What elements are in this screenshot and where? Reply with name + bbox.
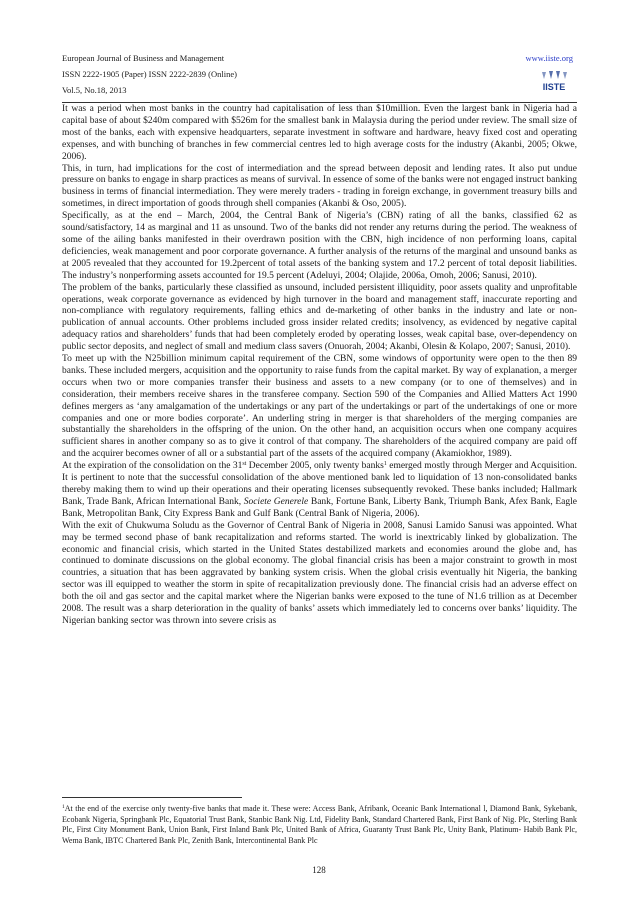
svg-text:IISTE: IISTE [542,82,566,92]
text-run: Bank, Fortune Bank, Liberty Bank, Triumph Bank, Afex Bank, Eagle Bank, Metropolitan Bank, City Express Bank and Gulf Bank (Central Bank of Nigeria, 2006). [62,496,578,519]
text-run: The problem of the banks, particularly these classified as unsound, included persistent illiquidity, poor assets quality and unprofitable operations, weak corporate governance as evidenced by high turnover in the board and management staff, inaccurate reporting and non-compliance with regulatory requirements, falling ethics and de-marketing of other banks in the industry and late or non-publication of annual accounts. Other problems included gross insider related credits; insolvency, as evidenced by negative capital adequacy ratios and shareholders’ funds that had been completely eroded by operating losses, weak capital base, over-dependency on public sector deposits, and neglect of small and medium class savers (Onuorah, 2004; Akanbi, Olesin & Kolapo, 2007; Sanusi, 2010). [62,282,577,353]
body-paragraph [62,164,577,212]
article-body [62,104,577,628]
volume-line: Vol.5, No.18, 2013 [62,85,127,95]
text-run: To meet up with the N25billion minimum capital requirement of the CBN, some windows of opportunity were open to the then 89 banks. These included mergers, acquisition and the opportunity to raise funds from the capital market. By way of explanation, a merger occurs when two or more companies transfer their business and assets to a new company (or to one of themselves) and in consideration, their members receive shares in the transferee company. Section 590 of the Companies and Allied Matters Act 1990 defines mergers as ‘any amalgamation of the undertakings or any part of the undertakings or part of the undertakings of one or more companies and one or more bodies corporate’. An underling string in merger is that shareholders of the merging companies are substantially the shareholders in the offspring of the union. On the other hand, an acquisition occurs when one company acquires sufficient shares in another company so as to give it control of that company. The shareholders of the acquired company are paid off and the acquirer becomes owner of all or a substantial part of the assets of the acquired company (Akamiokhor, 1989). [62,354,577,460]
page-number: 128 [312,865,326,875]
footnote-text: At the end of the exercise only twenty-five banks that made it. These were: Access Bank, Afribank, Oceanic Bank International l, Diamond Bank, Sykebank, Ecobank Nigeria, Springbank Plc, Equatorial Trust Bank, Stanbic Bank Nig. Ltd, Fidelity Bank, Standard Chartered Bank, First Bank of Nig. Plc, Sterling Bank Plc, First City Monument Bank, Union Bank, First Inland Bank Plc, United Bank of Africa, Guaranty Trust Bank Plc, Unity Bank, Platinum- Habib Bank Plc, Wema Bank, IBTC Chartered Bank Plc, Zenith Bank, Intercontinental Bank Plc [62,804,577,845]
italic-text: Societe Generele [243,496,309,507]
body-paragraph [62,354,577,461]
header-rule [62,102,577,103]
body-paragraph [62,461,577,521]
footnote [62,804,577,846]
text-run: With the exit of Chukwuma Soludu as the Governor of Central Bank of Nigeria in 2008, Sanusi Lamido Sanusi was appointed. What may be termed second phase of bank recapitalization and reforms started. The world is inextricably linked by globalization. The economic and financial crisis, which started in the United States destabilized markets and economies around the globe and, has continued to dominate discussions on the global economy. The global financial crisis has been a major constraint to growth in most countries, a situation that has been aggravated by banking system crisis. When the global crisis eventually hit Nigeria, the banking sector was ill equipped to weather the storm in spite of recapitalization previously done. The financial crisis had an adverse effect on both the oil and gas sector and the capital market where the Nigerian banks were exposed to the tune of N1.6 trillion as at December 2008. The result was a sharp deterioration in the quality of banks’ assets which immediately led to concerns over banks’ liquidity. The Nigerian banking sector was thrown into severe crisis as [62,520,577,626]
text-run: This, in turn, had implications for the cost of intermediation and the spread between deposit and lending rates. It also put undue pressure on banks to engage in sharp practices as means of survival. In essence of some of the banks were not engaged instruct banking business in terms of financial intermediation. They were merely traders - trading in foreign exchange, in government treasury bills and sometimes, in direct importation of goods through shell companies (Akanbi & Oso, 2005). [62,163,577,210]
text-run: At the expiration of the consolidation on the 31 [62,461,243,472]
iiste-logo [537,70,571,94]
text-run: emerged mostly through Merger and Acquisition. It is pertinent to note that the successful consolidation of the above mentioned bank led to liquidation of 13 non-consolidated banks thereby making them to wind up their operations and their operating licenses subsequently revoked. These banks included; Hallmark Bank, Trade Bank, African International Bank, [62,461,577,507]
superscript: st [242,461,247,468]
text-run: December 2005, only twenty banks [246,461,384,472]
body-paragraph [62,521,577,628]
issn-line: ISSN 2222-1905 (Paper) ISSN 2222-2839 (Online) [62,69,237,79]
text-run: Specifically, as at the end – March, 2004, the Central Bank of Nigeria’s (CBN) rating of all the banks, classified 62 as sound/satisfactory, 14 as marginal and 11 as unsound. Two of the banks did not render any returns during the period. The weakness of some of the ailing banks manifested in their overdrawn position with the CBN, high incidence of non performing loans, capital deficiencies, weak management and poor corporate governance. A further analysis of the returns of the marginal and unsound banks as at 2005 revealed that they accounted for 19.2percent of total assets of the banking system and 17.2 percent of total deposit liabilities. The industry’s nonperforming assets accounted for 19.5 percent (Adeluyi, 2004; Olajide, 2006a, Omoh, 2006; Sanusi, 2010). [62,211,577,281]
journal-title: European Journal of Business and Management [62,53,225,63]
footnote-rule [62,797,242,798]
superscript: 1 [383,461,387,468]
body-paragraph [62,283,577,354]
journal-url-link[interactable]: www.iiste.org [525,53,573,63]
body-paragraph [62,104,577,164]
footnote-marker: 1 [62,804,65,810]
body-paragraph [62,211,577,282]
text-run: It was a period when most banks in the country had capitalisation of less than $10million. Even the largest bank in Nigeria had a capital base of about $240m compared with $526m for the smallest bank in Malaysia during the period under review. The small size of most of the banks, each with expensive headquarters, separate investment in software and hardware, heavy fixed cost and operating expenses, and with bunching of branches in few commercial centres led to high average costs for the industry (Akanbi, 2005; Okwe, 2006). [62,104,577,162]
